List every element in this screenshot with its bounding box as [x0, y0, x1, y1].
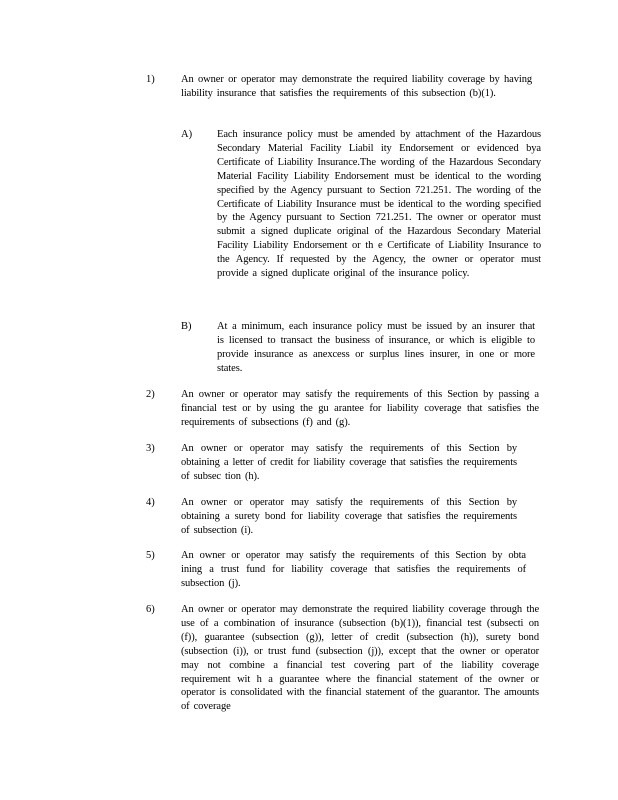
subitem-text: Each insurance policy must be amended by attachment of the Hazardous Secondary Material Facility Liabil ity Endorsement or evidenced bya Certificate of Liability Insurance.The wording of the Hazardous Secondary Material Facility Liability Endorsement must be identical to the wording specified by the Agency pursuant to Section 721.251. The wording of the Certificate of Liability Insurance must be identical to the wording specified by the Agency pursuant to Section 721.251. The owner or operator must submit a signed duplicate original of the Hazardous Secondary Material Facility Liability Endorsement or th e Certificate of Liability Insurance to the Agency. If requested by the Agency, the owner or operator must provide a signed duplicate original of the insurance policy. [217, 129, 541, 280]
item-text: An owner or operator may satisfy the requirements of this Section by obtaining a surety bond for liability coverage that satisfies the requirements of subsection (i). [181, 497, 517, 536]
item-number: 5) [146, 550, 155, 561]
item-number: 1) [146, 74, 155, 85]
item-text: An owner or operator may satisfy the requirements of this Section by obta ining a trust fund for liability coverage that satisfies the requirements of subsection (j). [181, 550, 526, 589]
subitem-letter: A) [181, 129, 193, 140]
subitem-letter: B) [181, 321, 192, 332]
item-text: An owner or operator may demonstrate the required liability coverage through the use of a combination of insurance (subsection (b)(1)), financial test (subsecti on (f)), guarantee (subsection (g)), letter of credit (subsection (h)), surety bond (subsection (i)), or trust fund (subsection (j)), except that the owner or operator may not combine a financial test covering part of the liability coverage requirement wit h a guarantee where the financial statement of the owner or operator is consolidated with the financial statement of the guarantor. The amounts of coverage [181, 604, 539, 713]
item-text: An owner or operator may satisfy the requirements of this Section by passing a financial test or by using the gu arantee for liability coverage that satisfies the requirements of subsections (f) and (g). [181, 389, 539, 428]
item-text: An owner or operator may satisfy the requirements of this Section by obtaining a letter of credit for liability coverage that satisfies the requirements of subsec tion (h). [181, 443, 517, 482]
item-number: 6) [146, 604, 155, 615]
subitem-text: At a minimum, each insurance policy must be issued by an insurer that is licensed to transact the business of insurance, or which is eligible to provide insurance as anexcess or surplus lines insurer, in one or more states. [217, 321, 535, 374]
item-text: An owner or operator may demonstrate the required liability coverage by having liability insurance that satisfies the requirements of this subsection (b)(1). [181, 74, 532, 99]
item-number: 2) [146, 389, 155, 400]
item-number: 3) [146, 443, 155, 454]
item-number: 4) [146, 497, 155, 508]
